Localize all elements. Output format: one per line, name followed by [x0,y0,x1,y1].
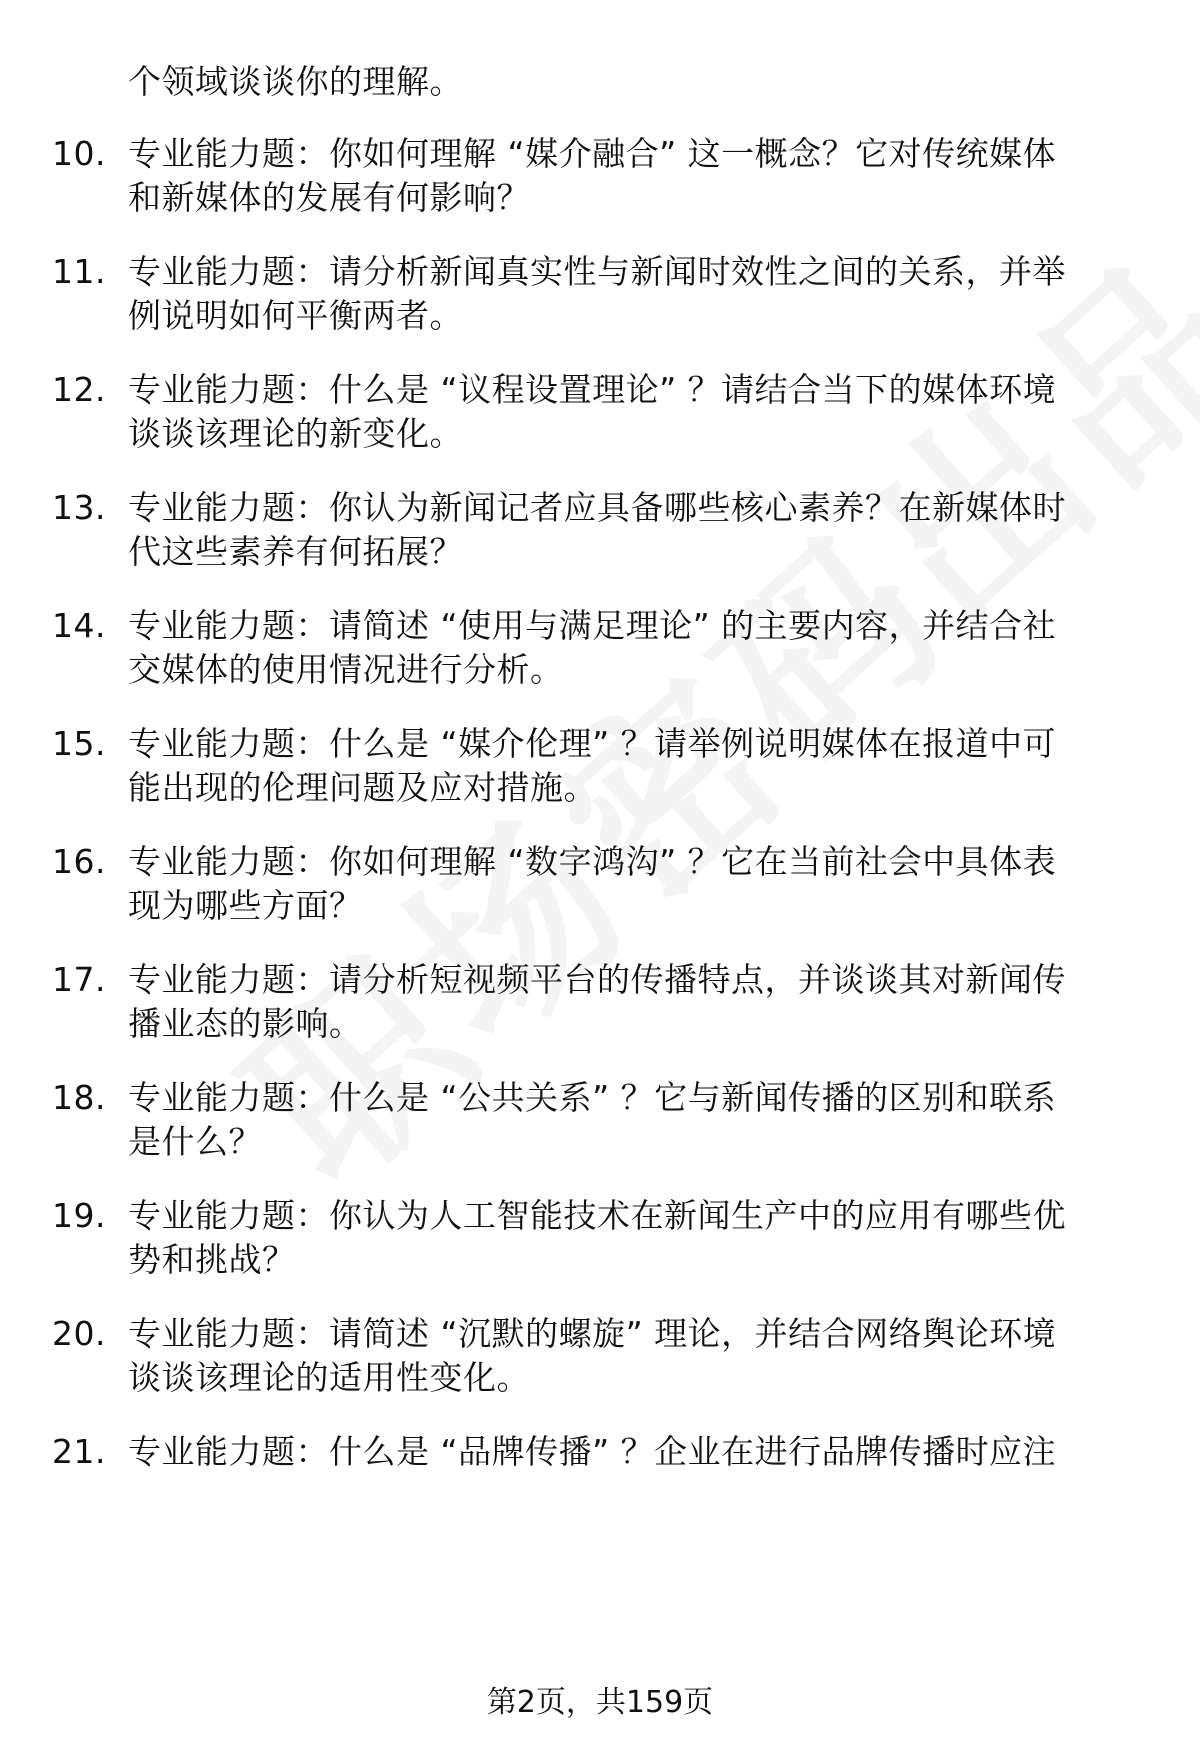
question-number: 20. [52,1314,106,1353]
question-text-line2: 能出现的伦理问题及应对措施。 [128,768,597,807]
question-text-line1: 专业能力题：你如何理解 “数字鸿沟” ？它在当前社会中具体表 [128,842,1057,881]
question-text-line2: 代这些素养有何拓展？ [128,532,463,571]
question-text-line2: 谈谈该理论的新变化。 [128,414,463,453]
question-text-line1: 专业能力题：请分析新闻真实性与新闻时效性之间的关系，并举 [128,252,1066,291]
question-number: 12. [52,370,106,409]
question-text-line1: 专业能力题：你认为人工智能技术在新闻生产中的应用有哪些优 [128,1196,1066,1235]
question-text-line1: 专业能力题：什么是 “公共关系” ？它与新闻传播的区别和联系 [128,1078,1057,1117]
question-number: 17. [52,960,106,999]
question-number: 13. [52,488,106,527]
question-number: 19. [52,1196,106,1235]
question-text-line2: 和新媒体的发展有何影响？ [128,178,530,217]
question-number: 14. [52,606,106,645]
question-text-line1: 专业能力题：请简述 “沉默的螺旋” 理论，并结合网络舆论环境 [128,1314,1057,1353]
question-number: 11. [52,252,106,291]
question-number: 10. [52,134,106,173]
question-number: 15. [52,724,106,763]
continuation-line: 个领域谈谈你的理解。 [128,62,463,101]
question-text-line1: 专业能力题：请分析短视频平台的传播特点，并谈谈其对新闻传 [128,960,1066,999]
question-text-line1: 专业能力题：请简述 “使用与满足理论” 的主要内容，并结合社 [128,606,1057,645]
question-text-line2: 是什么？ [128,1122,262,1161]
question-number: 18. [52,1078,106,1117]
question-text-line2: 谈谈该理论的适用性变化。 [128,1358,530,1397]
question-text-line1: 专业能力题：你认为新闻记者应具备哪些核心素养？在新媒体时 [128,488,1066,527]
question-text-line1: 专业能力题：你如何理解 “媒介融合” 这一概念？它对传统媒体 [128,134,1057,173]
question-text-line2: 现为哪些方面？ [128,886,363,925]
question-text-line2: 例说明如何平衡两者。 [128,296,463,335]
question-number: 16. [52,842,106,881]
question-text-line2: 势和挑战？ [128,1240,296,1279]
question-text-line2: 交媒体的使用情况进行分析。 [128,650,564,689]
page-footer: 第2页，共159页 [486,1685,714,1720]
question-text-line1: 专业能力题：什么是 “议程设置理论” ？请结合当下的媒体环境 [128,370,1057,409]
question-text-line1: 专业能力题：什么是 “媒介伦理” ？请举例说明媒体在报道中可 [128,724,1057,763]
question-text-line1: 专业能力题：什么是 “品牌传播” ？企业在进行品牌传播时应注 [128,1432,1057,1471]
question-text-line2: 播业态的影响。 [128,1004,363,1043]
question-number: 21. [52,1432,106,1471]
